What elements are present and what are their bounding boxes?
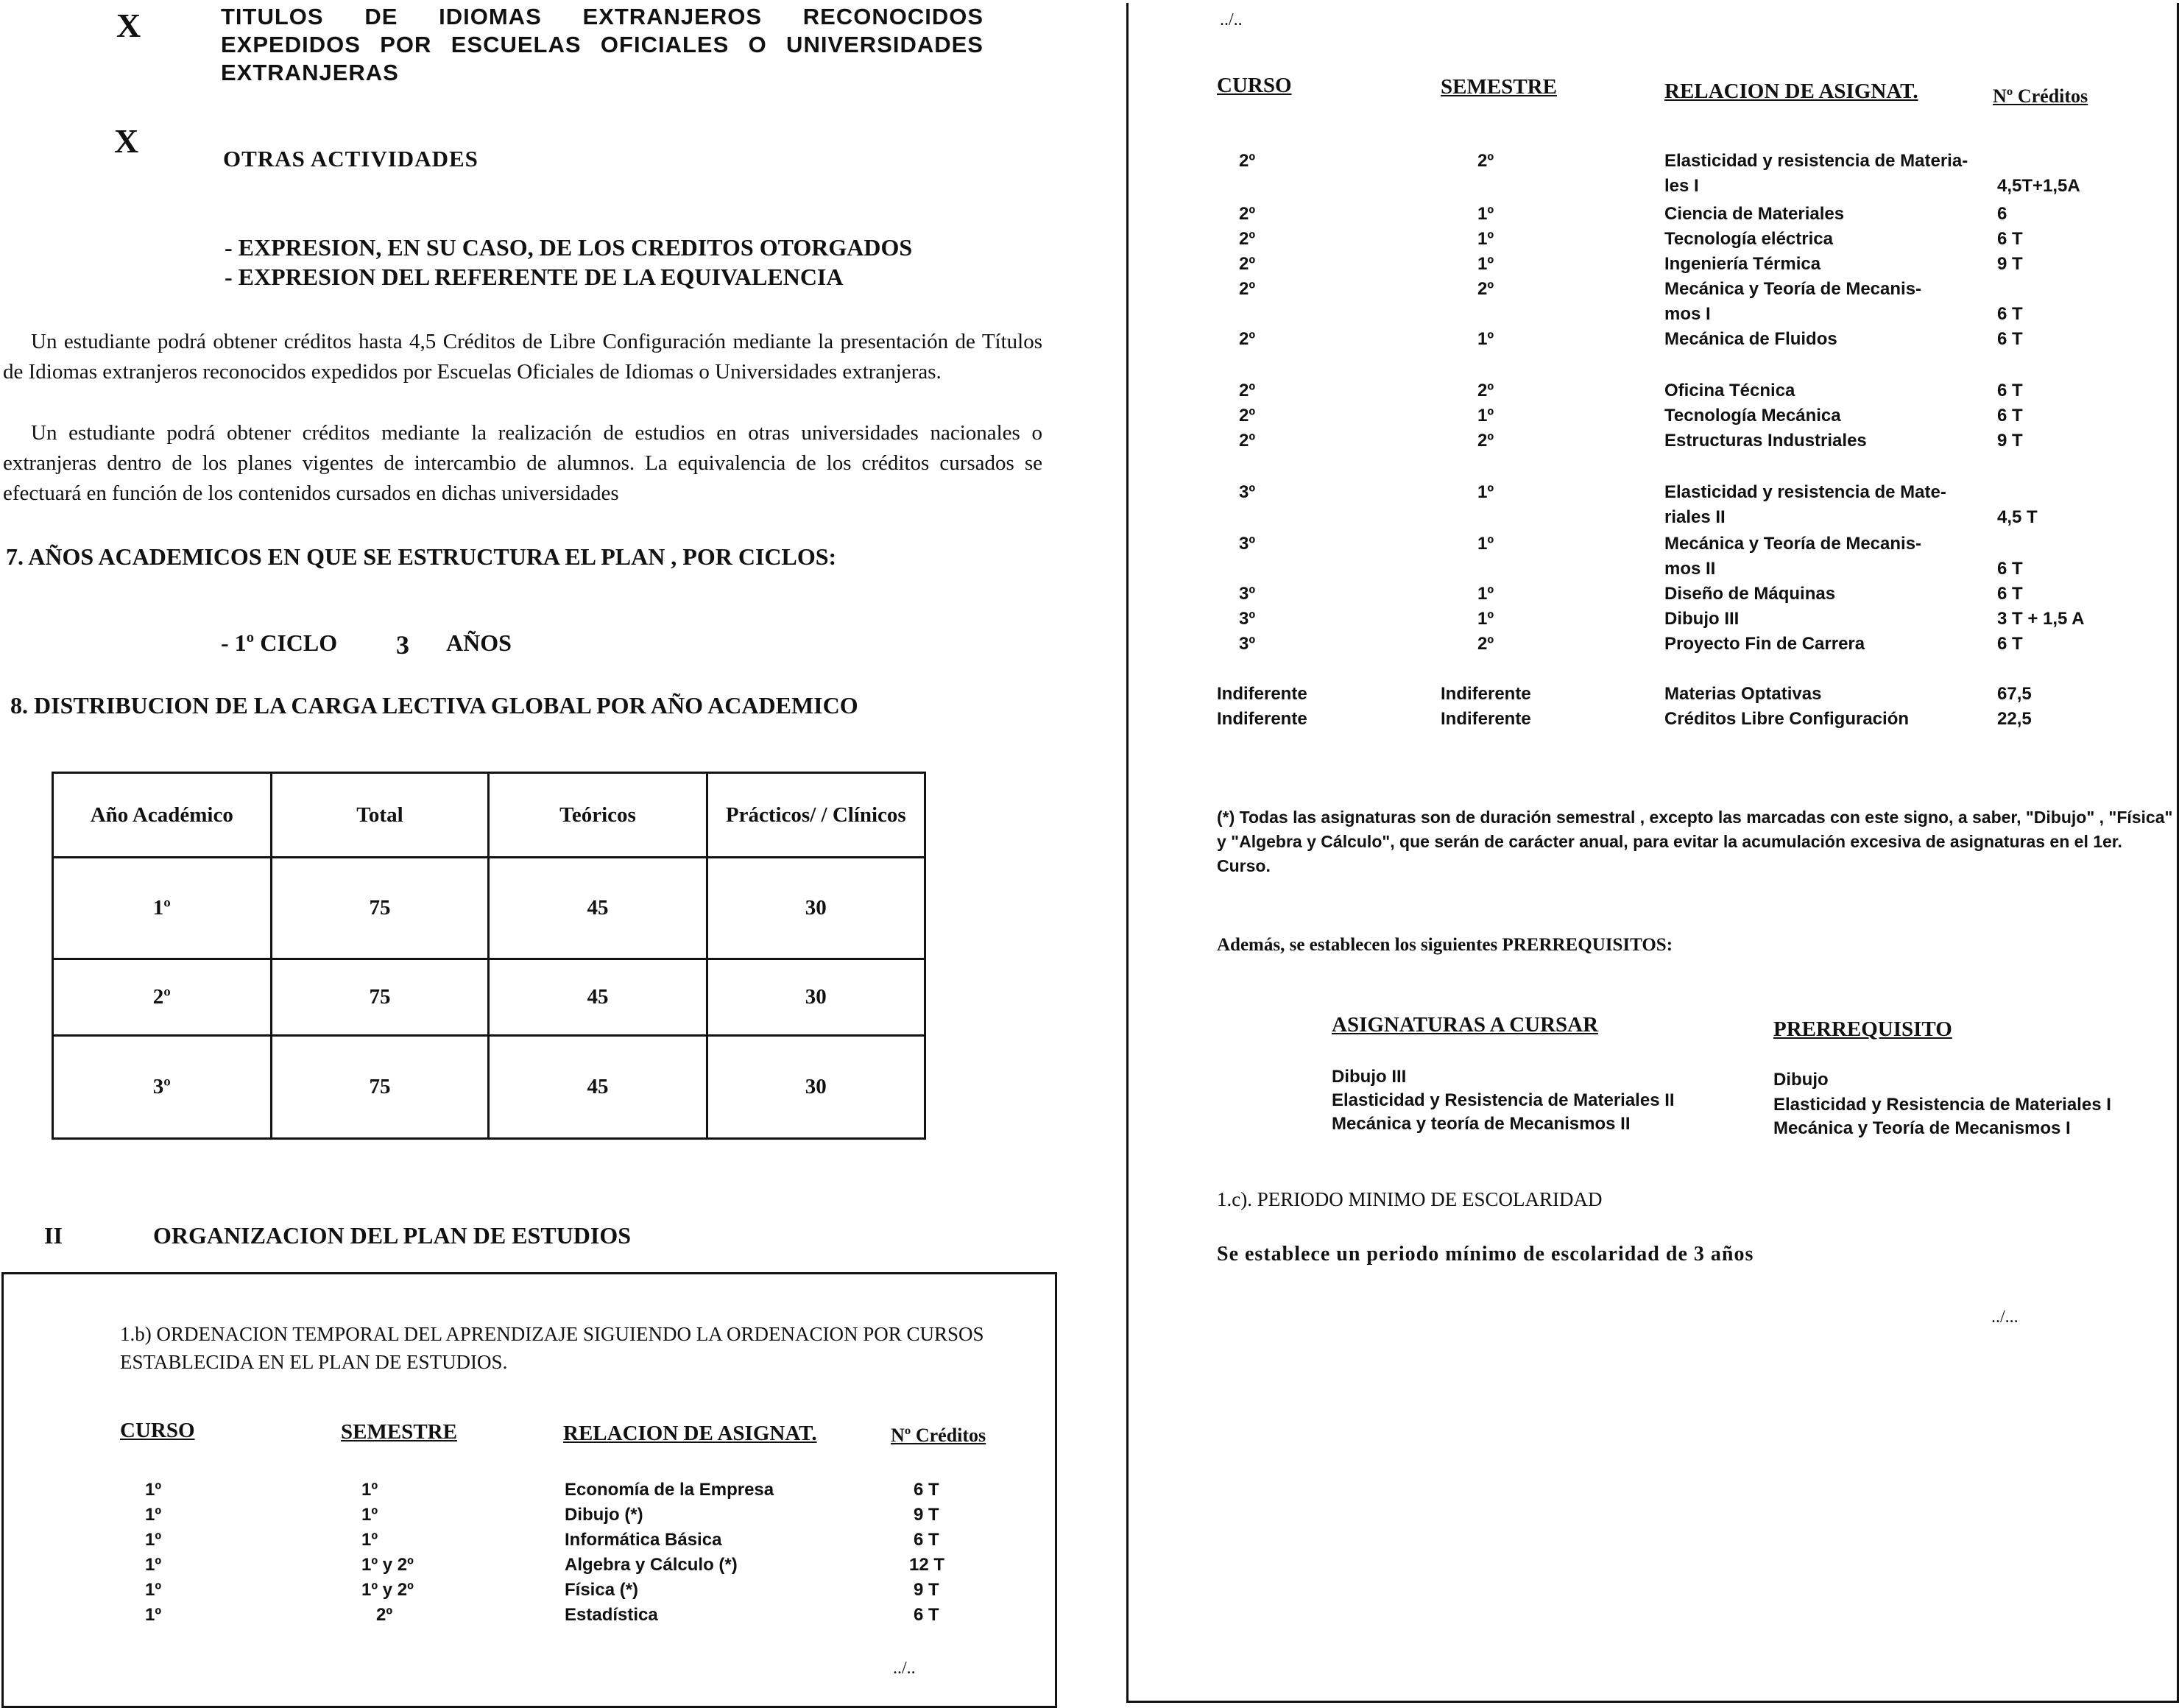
section-8-heading: 8. DISTRIBUCION DE LA CARGA LECTIVA GLOBAL POR AÑO ACADEMICO: [10, 692, 858, 719]
table-cell: 2º: [53, 959, 272, 1036]
table-cell: 3º: [53, 1036, 272, 1139]
row-semestre: 2º: [1477, 381, 1494, 400]
carga-header-total: Total: [271, 773, 489, 858]
row-creditos: 6 T: [914, 1605, 939, 1625]
col-header-relacion: RELACION DE ASIGNAT.: [1664, 80, 1918, 103]
bullet-creditos-otorgados: - EXPRESION, EN SU CASO, DE LOS CREDITOS OTORGADOS: [225, 234, 913, 261]
row-curso: 2º: [1239, 381, 1256, 400]
row-asignatura: Proyecto Fin de Carrera: [1664, 634, 1865, 654]
checkbox-mark-otras: X: [114, 122, 139, 160]
table-cell: 30: [707, 858, 925, 959]
paragraph-idiomas: Un estudiante podrá obtener créditos hasta 4,5 Créditos de Libre Configuración mediante la presentación de Títulos de Idiomas extranjeros reconocidos expedidos por Escuelas Oficiales de Idiomas o Universidades extranjeras.: [3, 330, 1042, 384]
prereq-requisito: Dibujo: [1773, 1070, 1829, 1090]
row-asignatura-continued: les I: [1664, 176, 1699, 196]
col-header-semestre: SEMESTRE: [341, 1420, 457, 1444]
bottom-continue-marker: ../...: [1991, 1308, 2019, 1327]
ciclo-years-unit: AÑOS: [446, 629, 512, 656]
row-curso: 1º: [145, 1605, 162, 1625]
row-semestre: 2º: [1477, 151, 1494, 171]
row-curso: 3º: [1239, 534, 1256, 554]
row-semestre: 1º: [1477, 584, 1494, 604]
col-header-creditos: Nº Créditos: [891, 1425, 986, 1446]
row-asignatura-continued: mos I: [1664, 304, 1711, 324]
row-semestre: 1º: [1477, 534, 1494, 554]
table-cell: 45: [489, 1036, 707, 1139]
row-asignatura: Algebra y Cálculo (*): [565, 1555, 738, 1575]
row-creditos: 9 T: [1997, 431, 2023, 451]
row-creditos: 6 T: [1997, 381, 2023, 400]
table-cell: 75: [271, 1036, 489, 1139]
table-cell: 1º: [53, 858, 272, 959]
row-asignatura: Materias Optativas: [1664, 684, 1822, 704]
row-creditos: 6 T: [914, 1530, 939, 1550]
row-creditos: 6 T: [1997, 584, 2023, 604]
table-cell: 75: [271, 959, 489, 1036]
row-semestre: 1º: [1477, 329, 1494, 349]
row-semestre: 1º: [1477, 609, 1494, 629]
col-header-curso: CURSO: [1217, 74, 1292, 97]
row-asignatura: Elasticidad y resistencia de Mate-: [1664, 482, 1946, 502]
prereq-col-prerrequisito: PRERREQUISITO: [1773, 1017, 1952, 1041]
row-semestre: 2º: [376, 1605, 393, 1625]
row-semestre: Indiferente: [1441, 709, 1531, 729]
row-creditos: 22,5: [1997, 709, 2032, 729]
table-row: [53, 959, 925, 1036]
row-creditos: 6 T: [1997, 559, 2023, 579]
checkbox-mark-titulos: X: [116, 7, 141, 44]
row-asignatura: Tecnología eléctrica: [1664, 229, 1833, 249]
row-semestre: 2º: [1477, 634, 1494, 654]
row-asignatura: Mecánica y Teoría de Mecanis-: [1664, 534, 1922, 554]
row-creditos: 9 T: [914, 1505, 939, 1525]
paragraph-intercambio: Un estudiante podrá obtener créditos mediante la realización de estudios en otras universidades nacionales o extranjeras dentro de los planes vigentes de intercambio de alumnos. La equivalencia de los créditos cursados se efectuará en función de los contenidos cursados en dichas universidades: [3, 421, 1042, 505]
row-semestre: 2º: [1477, 431, 1494, 451]
prereq-requisito: Elasticidad y Resistencia de Materiales I: [1773, 1095, 2111, 1115]
row-creditos: 4,5 T: [1997, 507, 2038, 527]
prereq-asignatura: Dibujo III: [1332, 1067, 1407, 1087]
otras-actividades-heading: OTRAS ACTIVIDADES: [223, 146, 478, 172]
row-semestre: 1º: [1477, 254, 1494, 274]
row-semestre: 1º: [361, 1505, 378, 1525]
row-semestre: 1º y 2º: [361, 1555, 414, 1575]
row-curso: 3º: [1239, 634, 1256, 654]
row-creditos: 9 T: [1997, 254, 2023, 274]
row-curso: 2º: [1239, 204, 1256, 224]
row-asignatura: Física (*): [565, 1580, 639, 1600]
carga-header-practicos: Prácticos/ / Clínicos: [707, 773, 925, 858]
bullet-referente-equivalencia: - EXPRESION DEL REFERENTE DE LA EQUIVALENCIA: [225, 264, 844, 290]
row-asignatura: Diseño de Máquinas: [1664, 584, 1836, 604]
ordenacion-heading: 1.b) ORDENACION TEMPORAL DEL APRENDIZAJE SIGUIENDO LA ORDENACION POR CURSOS ESTABLECIDA EN EL PLAN DE ESTUDIOS.: [120, 1323, 984, 1373]
row-curso: 1º: [145, 1530, 162, 1550]
periodo-minimo-text: Se establece un periodo mínimo de escolaridad de 3 años: [1217, 1243, 1754, 1266]
section-7-heading: 7. AÑOS ACADEMICOS EN QUE SE ESTRUCTURA EL PLAN , POR CICLOS:: [6, 543, 837, 570]
row-semestre: 1º: [361, 1480, 378, 1500]
row-asignatura: Mecánica y Teoría de Mecanis-: [1664, 279, 1922, 299]
row-asignatura: Economía de la Empresa: [565, 1480, 774, 1500]
row-creditos: 67,5: [1997, 684, 2032, 704]
table-cell: 45: [489, 858, 707, 959]
row-creditos: 12 T: [909, 1555, 945, 1575]
prereq-asignatura: Mecánica y teoría de Mecanismos II: [1332, 1114, 1631, 1134]
row-curso: Indiferente: [1217, 684, 1307, 704]
col-header-creditos: Nº Créditos: [1993, 85, 2088, 107]
row-creditos: 6: [1997, 204, 2007, 224]
row-curso: Indiferente: [1217, 709, 1307, 729]
right-page: [1126, 3, 2179, 1703]
periodo-minimo-heading: 1.c). PERIODO MINIMO DE ESCOLARIDAD: [1217, 1188, 1603, 1210]
row-curso: 3º: [1239, 584, 1256, 604]
row-semestre: 2º: [1477, 279, 1494, 299]
carga-header-row: [53, 773, 925, 858]
row-asignatura-continued: mos II: [1664, 559, 1716, 579]
prereq-requisito: Mecánica y Teoría de Mecanismos I: [1773, 1118, 2071, 1138]
prerrequisitos-intro: Además, se establecen los siguientes PRERREQUISITOS:: [1217, 935, 1673, 955]
row-curso: 1º: [145, 1505, 162, 1525]
row-semestre: 1º y 2º: [361, 1580, 414, 1600]
row-asignatura: Estadística: [565, 1605, 658, 1625]
ciclo-label: - 1º CICLO: [221, 629, 338, 656]
row-asignatura: Mecánica de Fluidos: [1664, 329, 1837, 349]
row-creditos: 6 T: [1997, 329, 2023, 349]
continue-marker: ../..: [893, 1659, 916, 1678]
row-curso: 1º: [145, 1580, 162, 1600]
table-cell: 30: [707, 959, 925, 1036]
row-creditos: 6 T: [1997, 304, 2023, 324]
row-asignatura: Oficina Técnica: [1664, 381, 1795, 400]
row-curso: 1º: [145, 1480, 162, 1500]
titulos-heading: TITULOS DE IDIOMAS EXTRANJEROS RECONOCIDOS EXPEDIDOS POR ESCUELAS OFICIALES O UNIVERSIDADES EXTRANJERAS: [221, 4, 983, 85]
prereq-asignatura: Elasticidad y Resistencia de Materiales II: [1332, 1090, 1675, 1110]
row-asignatura: Créditos Libre Configuración: [1664, 709, 1910, 729]
row-curso: 3º: [1239, 482, 1256, 502]
row-asignatura: Dibujo III: [1664, 609, 1740, 629]
table-cell: 75: [271, 858, 489, 959]
row-creditos: 3 T + 1,5 A: [1997, 609, 2085, 629]
row-curso: 3º: [1239, 609, 1256, 629]
row-curso: 2º: [1239, 254, 1256, 274]
row-curso: 2º: [1239, 406, 1256, 426]
row-curso: 2º: [1239, 279, 1256, 299]
row-asignatura: Dibujo (*): [565, 1505, 643, 1525]
prereq-col-asignaturas: ASIGNATURAS A CURSAR: [1332, 1013, 1599, 1037]
section-ii-number: II: [44, 1222, 63, 1249]
row-creditos: 6 T: [1997, 406, 2023, 426]
table-row: [53, 858, 925, 959]
top-continue-marker: ../..: [1220, 10, 1243, 29]
ciclo-years-number: 3: [396, 630, 409, 660]
col-header-relacion: RELACION DE ASIGNAT.: [563, 1422, 817, 1445]
row-semestre: 1º: [1477, 229, 1494, 249]
row-semestre: 1º: [1477, 204, 1494, 224]
col-header-semestre: SEMESTRE: [1441, 75, 1557, 99]
carga-header-teoricos: Teóricos: [489, 773, 707, 858]
row-semestre: Indiferente: [1441, 684, 1531, 704]
row-curso: 2º: [1239, 151, 1256, 171]
row-asignatura: Informática Básica: [565, 1530, 722, 1550]
carga-lectiva-table: [52, 772, 926, 1140]
footnote: (*) Todas las asignaturas son de duración semestral , excepto las marcadas con este signo, a saber, "Dibujo" , "Física" y "Algebra y Cálculo", que serán de carácter anual, para evitar la acumulación excesiva de asignaturas en el 1er. Curso.: [1217, 808, 2173, 875]
row-asignatura: Estructuras Industriales: [1664, 431, 1867, 451]
row-asignatura: Tecnología Mecánica: [1664, 406, 1841, 426]
row-creditos: 6 T: [1997, 229, 2023, 249]
ordenacion-box: [1, 1272, 1057, 1708]
table-cell: 30: [707, 1036, 925, 1139]
row-creditos: 9 T: [914, 1580, 939, 1600]
row-creditos: 6 T: [1997, 634, 2023, 654]
row-curso: 2º: [1239, 229, 1256, 249]
row-curso: 2º: [1239, 431, 1256, 451]
row-asignatura: Ingeniería Térmica: [1664, 254, 1821, 274]
table-cell: 45: [489, 959, 707, 1036]
row-semestre: 1º: [1477, 482, 1494, 502]
row-creditos: 4,5T+1,5A: [1997, 176, 2080, 196]
row-curso: 2º: [1239, 329, 1256, 349]
row-semestre: 1º: [1477, 406, 1494, 426]
row-asignatura-continued: riales II: [1664, 507, 1726, 527]
row-semestre: 1º: [361, 1530, 378, 1550]
col-header-curso: CURSO: [120, 1419, 195, 1442]
carga-header-ano: Año Académico: [53, 773, 272, 858]
row-asignatura: Ciencia de Materiales: [1664, 204, 1845, 224]
row-curso: 1º: [145, 1555, 162, 1575]
section-ii-title: ORGANIZACION DEL PLAN DE ESTUDIOS: [153, 1222, 632, 1249]
row-creditos: 6 T: [914, 1480, 939, 1500]
row-asignatura: Elasticidad y resistencia de Materia-: [1664, 151, 1968, 171]
table-row: [53, 1036, 925, 1139]
